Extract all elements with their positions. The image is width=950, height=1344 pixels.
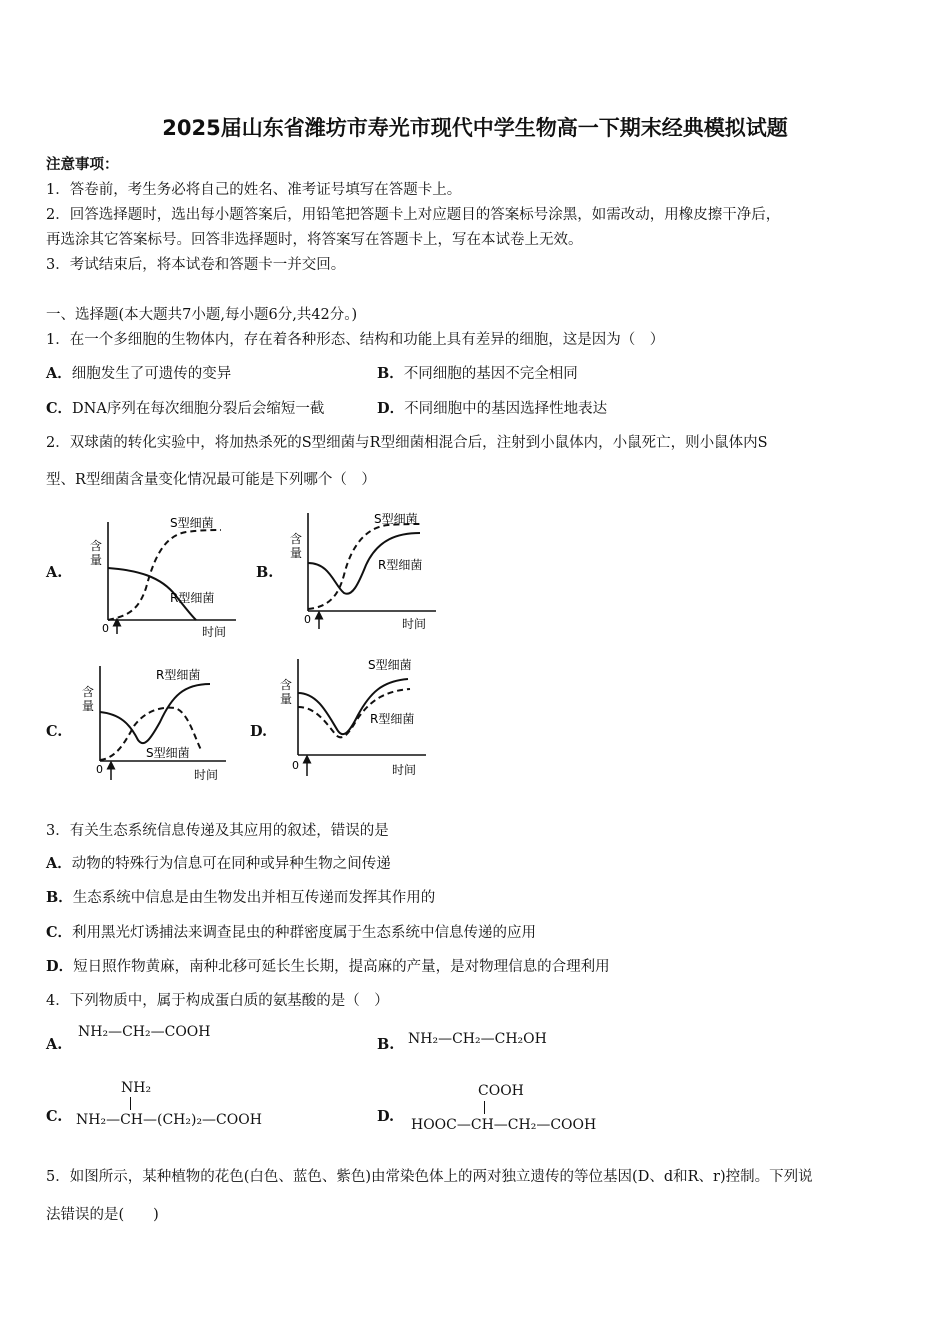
option-c[interactable] [46, 921, 536, 942]
origin-label: 0 [96, 763, 103, 776]
formula-c-top: NH₂ [121, 1080, 152, 1096]
s-label: S型细菌 [170, 516, 214, 530]
option-label: D． [377, 400, 405, 417]
graph-a [86, 508, 246, 643]
x-label: 时间 [194, 768, 219, 782]
origin-label: 0 [304, 613, 311, 626]
option-label: A． [46, 855, 72, 872]
option-d[interactable] [377, 397, 607, 418]
y-label: 量 [82, 699, 95, 713]
r-label: R型细菌 [378, 558, 423, 572]
option-text: 生态系统中信息是由生物发出并相互传递而发挥其作用的 [72, 890, 436, 906]
y-label: 含 [90, 539, 103, 553]
question-stem-cont: 型、R型细菌含量变化情况最可能是下列哪个（ ） [46, 472, 376, 488]
s-label: S型细菌 [368, 658, 412, 672]
question-stem: 5．如图所示，某种植物的花色(白色、蓝色、紫色)由常染色体上的两对独立遗传的等位基因(D、d和R、r)控制。下列说 [46, 1169, 813, 1185]
x-label: 时间 [402, 617, 427, 631]
option-label: A． [46, 365, 72, 382]
notice-item: 2．回答选择题时，选出每小题答案后，用铅笔把答题卡上对应题目的答案标号涂黑，如需改动，用橡皮擦干净后， [46, 207, 781, 223]
option-a-label[interactable]: A. [46, 564, 63, 581]
origin-label: 0 [292, 759, 299, 772]
notice-item: 3．考试结束后，将本试卷和答题卡一并交回。 [46, 257, 346, 273]
formula-a: NH₂—CH₂—COOH [78, 1024, 211, 1040]
origin-label: 0 [102, 622, 109, 635]
option-d-label[interactable]: D. [377, 1108, 395, 1125]
question-stem: 3．有关生态系统信息传递及其应用的叙述，错误的是 [46, 823, 389, 839]
option-text: 利用黑光灯诱捕法来调查昆虫的种群密度属于生态系统中信息传递的应用 [72, 925, 537, 941]
notice-item: 1．答卷前，考生务必将自己的姓名、准考证号填写在答题卡上。 [46, 182, 462, 198]
option-a[interactable] [46, 362, 231, 383]
graph-d [278, 655, 438, 780]
option-d[interactable] [46, 955, 610, 976]
formula-b: NH₂—CH₂—CH₂OH [408, 1031, 547, 1047]
graph-b [288, 505, 448, 640]
r-label: R型细菌 [156, 668, 201, 682]
y-label: 量 [90, 553, 103, 567]
formula-c: NH₂—CH—(CH₂)₂—COOH [76, 1112, 262, 1128]
formula-c-bond [130, 1097, 131, 1110]
notice-item: 再选涂其它答案标号。回答非选择题时，将答案写在答题卡上，写在本试卷上无效。 [46, 232, 583, 248]
option-text: 不同细胞中的基因选择性地表达 [404, 401, 608, 417]
option-text: 动物的特殊行为信息可在同种或异种生物之间传递 [71, 856, 391, 872]
y-label: 量 [290, 546, 303, 560]
option-a-label[interactable]: A. [46, 1036, 63, 1053]
option-b-label[interactable]: B. [377, 1036, 395, 1053]
page-title: 2025届山东省潍坊市寿光市现代中学生物高一下期末经典模拟试题 [162, 116, 788, 140]
formula-d-top: COOH [478, 1083, 524, 1099]
option-label: C． [46, 924, 73, 941]
s-label: S型细菌 [146, 746, 190, 760]
s-curve [108, 530, 221, 620]
y-label: 含 [82, 685, 95, 699]
y-label: 量 [280, 692, 293, 706]
option-text: 细胞发生了可遗传的变异 [71, 366, 232, 382]
r-label: R型细菌 [370, 712, 415, 726]
option-d-label[interactable]: D. [250, 723, 268, 740]
option-c-label[interactable]: C. [46, 723, 63, 740]
r-label: R型细菌 [170, 591, 215, 605]
option-label: C． [46, 400, 73, 417]
formula-d: HOOC—CH—CH₂—COOH [411, 1117, 597, 1133]
option-text: 不同细胞的基因不完全相同 [403, 366, 578, 382]
option-b-label[interactable]: B. [256, 564, 274, 581]
option-b[interactable] [46, 886, 435, 907]
graph-c [80, 662, 240, 787]
option-label: D． [46, 958, 74, 975]
formula-d-bond [484, 1101, 485, 1114]
s-label: S型细菌 [374, 512, 418, 526]
notice-heading: 注意事项： [46, 156, 119, 173]
option-label: B． [377, 365, 404, 382]
question-stem: 2．双球菌的转化实验中，将加热杀死的S型细菌与R型细菌相混合后，注射到小鼠体内，小鼠死亡，则小鼠体内S [46, 435, 768, 451]
option-text: DNA序列在每次细胞分裂后会缩短一截 [72, 401, 325, 417]
option-a[interactable] [46, 852, 391, 873]
question-stem: 4．下列物质中，属于构成蛋白质的氨基酸的是（ ） [46, 993, 389, 1009]
option-label: B． [46, 889, 73, 906]
option-c[interactable] [46, 397, 324, 418]
option-b[interactable] [377, 362, 578, 383]
option-c-label[interactable]: C. [46, 1108, 63, 1125]
y-label: 含 [290, 532, 303, 546]
question-stem: 1．在一个多细胞的生物体内，存在着各种形态、结构和功能上具有差异的细胞，这是因为（ ） [46, 332, 665, 348]
x-label: 时间 [202, 625, 227, 639]
question-stem-cont: 法错误的是( ) [46, 1207, 159, 1223]
y-label: 含 [280, 678, 293, 692]
option-text: 短日照作物黄麻，南种北移可延长生长期，提高麻的产量，是对物理信息的合理利用 [73, 959, 610, 975]
section-heading: 一、选择题(本大题共7小题,每小题6分,共42分。) [46, 307, 358, 323]
x-label: 时间 [392, 763, 417, 777]
